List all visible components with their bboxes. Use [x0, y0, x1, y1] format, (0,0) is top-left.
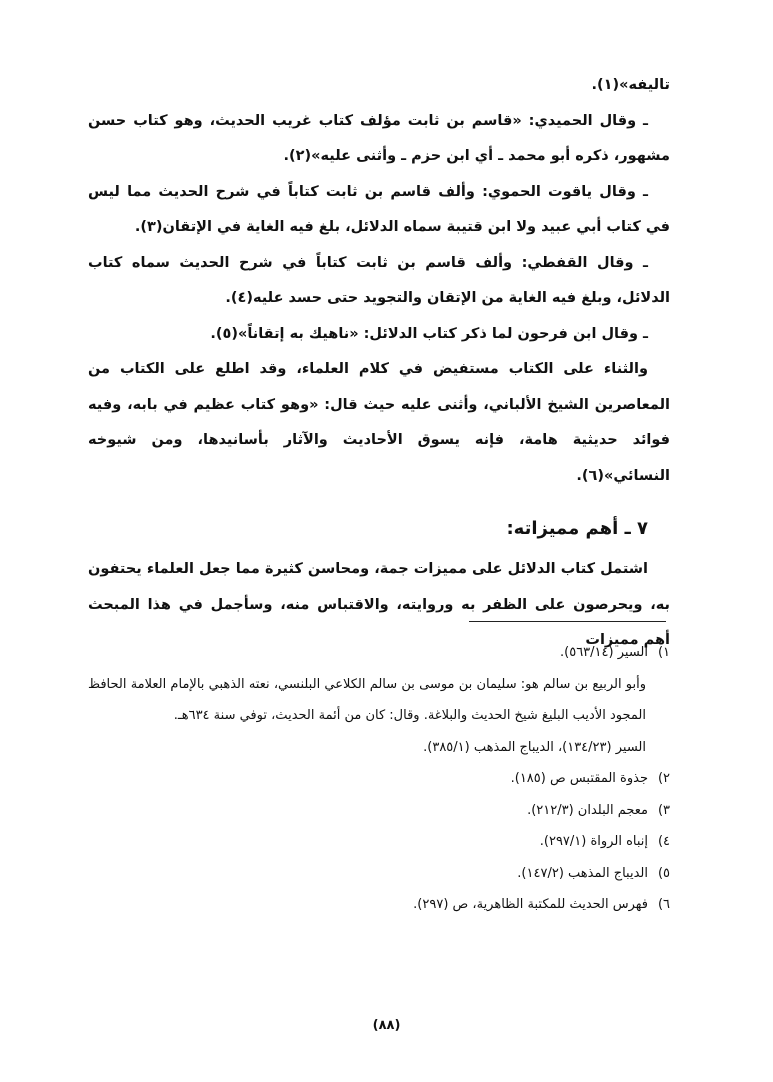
footnote-6: [88, 889, 670, 921]
page-number: (٨٨): [372, 1018, 401, 1033]
paragraph-1: تاليفه»(١).: [591, 77, 670, 93]
footnote-text: معجم البلدان (٢١٢/٣).: [527, 802, 648, 818]
footnote-4: [88, 826, 670, 858]
footnote-text: إنباه الرواة (٢٩٧/١).: [539, 834, 648, 849]
footnote-1: [88, 637, 670, 669]
footnote-divider: [469, 621, 666, 622]
footnote-text: فهرس الحديث للمكتبة الظاهرية، ص (٢٩٧).: [413, 897, 648, 912]
footnote-5: [88, 858, 670, 890]
footnote-number: ٣): [657, 802, 670, 818]
section-heading: ٧ ـ أهم مميزاته:: [506, 518, 648, 539]
paragraph-praise: والثناء على الكتاب مستفيض في كلام العلماء، وقد اطلع على الكتاب من المعاصرين الشيخ الألباني، وأثنى عليه حيث قال: «وهو كتاب عظيم في بابه، وفيه فوائد حديثية هامة، فإنه يسوق الأحاديث والآثار بأسانيدها، ومن شيوخه النسائي»(٦).: [88, 361, 670, 484]
footnote-number: ٥): [657, 865, 670, 881]
main-text: [88, 68, 670, 659]
paragraph-humaydi: ـ وقال الحميدي: «قاسم بن ثابت مؤلف كتاب غريب الحديث، وهو كتاب حسن مشهور، ذكره أبو محمد ـ أي ابن حزم ـ وأثنى عليه»(٢).: [88, 112, 670, 164]
footnote-text: الديباج المذهب (١٤٧/٢).: [517, 865, 648, 881]
footnote-number: ٦): [657, 897, 670, 912]
footnote-text: جذوة المقتبس ص (١٨٥).: [510, 771, 648, 786]
footnote-1-note: وأبو الربيع بن سالم هو: سليمان بن موسى بن سالم الكلاعي البلنسي، نعته الذهبي بالإمام العلامة الحافظ المجود الأديب البليغ شيخ الحديث والبلاغة. وقال: كان من أئمة الحديث، توفي سنة ٦٣٤هـ.: [88, 676, 646, 723]
footnote-3: [88, 795, 670, 827]
paragraph-qifti: ـ وقال القفطي: وألف قاسم بن ثابت كتاباً في شرح الحديث سماه كتاب الدلائل، وبلغ فيه الغاية من الإتقان والتجويد حتى حسد عليه(٤).: [88, 254, 670, 306]
footnote-1-refs: السير (١٣٤/٢٣)، الديباج المذهب (٣٨٥/١).: [423, 739, 646, 755]
paragraph-ibn-farhun: ـ وقال ابن فرحون لما ذكر كتاب الدلائل: «ناهيك به إتقاناً»(٥).: [210, 325, 648, 342]
footnote-number: ٢): [657, 771, 670, 786]
footnote-text: السير (٥٦٣/١٤).: [560, 645, 648, 660]
footnote-number: ٤): [657, 834, 670, 849]
footnotes: [88, 637, 670, 921]
paragraph-features: اشتمل كتاب الدلائل على مميزات جمة، ومحاسن كثيرة مما جعل العلماء يحتفون به، ويحرصون على الظفر به وروايته، والاقتباس منه، وسأجمل في هذا المبحث أهم مميزات: [88, 561, 670, 648]
footnote-number: ١): [657, 645, 670, 660]
paragraph-yaqut: ـ وقال ياقوت الحموي: وألف قاسم بن ثابت كتاباً في شرح الحديث مما ليس في كتاب أبي عبيد ولا ابن قتيبة سماه الدلائل، بلغ فيه الغاية في الإتقان(٣).: [88, 183, 670, 235]
footnote-2: [88, 763, 670, 795]
